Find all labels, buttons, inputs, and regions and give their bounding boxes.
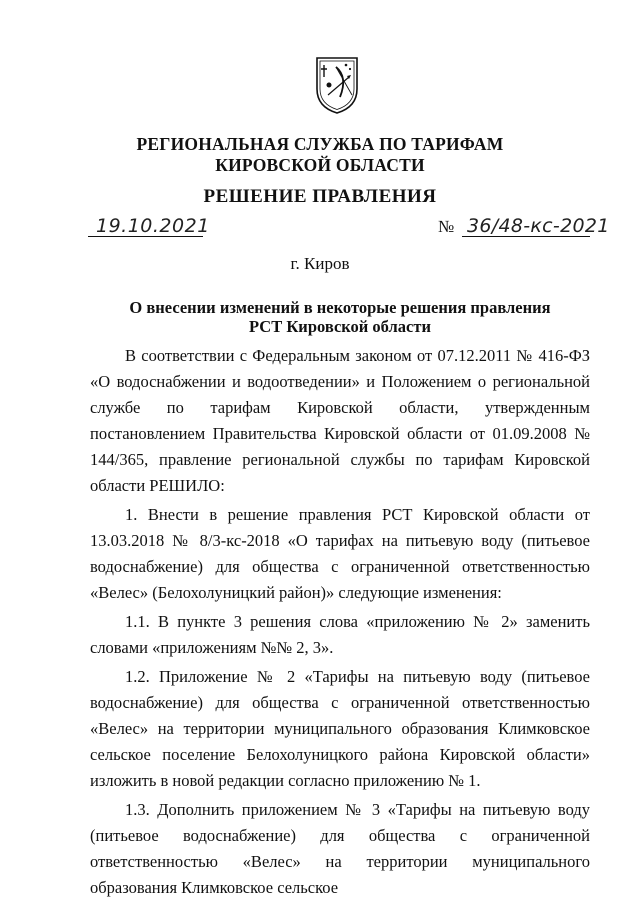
handwritten-document-number: 36/48-кс-2021 [467,215,610,237]
body-paragraph-item-1-2: 1.2. Приложение № 2 «Тарифы на питьевую воду (питьевое водоснабжение) для общества с ограниченной ответственностью «Велес» на территории муниципального образования Климковское сельское поселение Белохолуницкого района Кировской области» изложить в новой редакции согласно приложению № 1. [90,667,590,790]
decision-body [90,343,590,904]
body-paragraph-item-1-3: 1.3. Дополнить приложением № 3 «Тарифы на питьевую воду (питьевое водоснабжение) для общества с ограниченной ответственностью «Велес» на территории муниципального образования Климковское сельское [90,800,590,897]
organization-name-line2: КИРОВСКОЙ ОБЛАСТИ [215,155,425,175]
subject-line2: РСТ Кировской области [249,317,431,336]
document-type-title: РЕШЕНИЕ ПРАВЛЕНИЯ [203,186,437,207]
date-underline [88,236,203,237]
organization-name-line1: РЕГИОНАЛЬНАЯ СЛУЖБА ПО ТАРИФАМ [136,134,504,154]
body-paragraph-item-1: 1. Внести в решение правления РСТ Кировской области от 13.03.2018 № 8/3-кс-2018 «О тарифах на питьевую воду (питьевое водоснабжение) для общества с ограниченной ответственностью «Велес» (Белохолуницкий район)» следующие изменения: [90,505,590,602]
number-underline [462,236,590,237]
city-line: г. Киров [290,254,350,273]
subject-line1: О внесении изменений в некоторые решения правления [129,298,551,317]
handwritten-date: 19.10.2021 [96,215,210,237]
coat-of-arms-emblem [314,55,360,115]
number-sign: № [438,217,455,236]
body-paragraph-item-1-1: 1.1. В пункте 3 решения слова «приложению № 2» заменить словами «приложениям №№ 2, 3». [90,612,590,657]
decision-subject [90,298,590,336]
body-paragraph-preamble: В соответствии с Федеральным законом от 07.12.2011 № 416-ФЗ «О водоснабжении и водоотведении» и Положением о региональной службе по тарифам Кировской области, утвержденным постановлением Правительства Кировской области от 01.09.2008 № 144/365, правление региональной службы по тарифам Кировской области РЕШИЛО: [90,346,590,495]
